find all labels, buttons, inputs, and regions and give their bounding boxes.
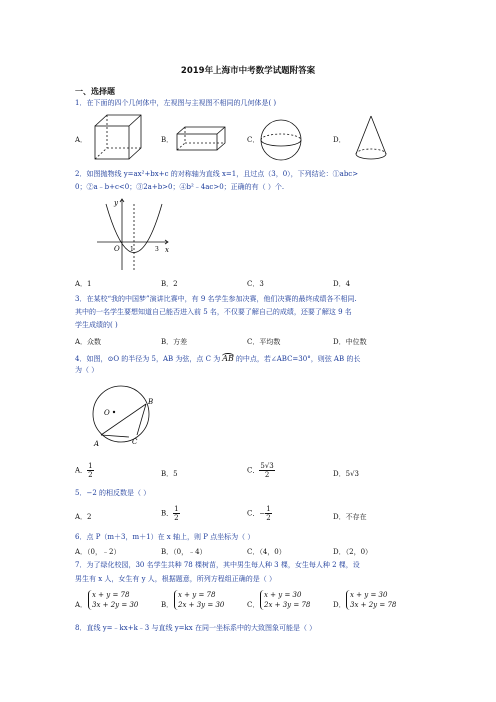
question-number: 7． (75, 561, 87, 569)
question-3 (75, 295, 357, 304)
option-label: A． (75, 466, 88, 475)
cone-figure (353, 114, 389, 162)
option-d: D．5√3 (333, 470, 359, 478)
option-a: A．众数 (75, 338, 102, 346)
option-b-label: B． (161, 601, 174, 609)
numerator: 1 (174, 505, 179, 513)
numerator: 1 (88, 462, 93, 470)
option-b: B．5 (161, 470, 178, 478)
option-c: C．（4，0） (247, 548, 286, 556)
question-text: 点 P（m＋3，m＋1）在 x 轴上，则 P 点坐标为（ ） (86, 533, 255, 541)
question-4-line-2: 为（ ） (75, 366, 99, 374)
option-c-label: C． (247, 136, 260, 144)
question-6 (75, 533, 254, 542)
question-text-part-1: 如图，⊙O 的半径为 5，AB 为弦，点 C 为 (86, 355, 221, 363)
option-c (247, 462, 275, 479)
x-axis-label: x (165, 246, 169, 254)
equation-2: 3x + 2y = 78 (350, 601, 397, 609)
option-label: C． (247, 466, 260, 475)
center-label-o: O (104, 409, 110, 417)
y-axis-label: y (114, 199, 118, 207)
cuboid-figure (175, 125, 227, 153)
denominator: 2 (88, 471, 93, 479)
question-number: 5． (75, 489, 87, 497)
question-3-line-3: 学生成绩的( ) (75, 321, 118, 329)
question-text: 为了绿化校园，30 名学生共种 78 棵树苗，其中男生每人种 3 棵，女生每人种 2 棵，设 (86, 561, 360, 569)
fraction (173, 505, 179, 522)
question-4 (75, 353, 360, 364)
question-text: 如图抛物线 y=ax²+bx+c 的对称轴为直线 x=1，且过点（3，0），下列结论：①abc> (86, 170, 359, 178)
option-b: B．方差 (161, 338, 188, 346)
point-label-a: A (94, 440, 100, 448)
equation-1: x + y = 30 (350, 591, 388, 599)
page-title: 2019年上海市中考数学试题附答案 (180, 66, 316, 76)
numerator: 1 (266, 505, 271, 513)
option-a: A．2 (75, 513, 92, 521)
question-text: 在下面的四个几何体中，左视图与主视图不相同的几何体是( ) (86, 99, 277, 107)
question-7 (75, 561, 360, 570)
option-d-label: D． (333, 136, 346, 144)
denominator: 2 (174, 514, 179, 522)
option-a: A．（0，﹣2） (75, 548, 121, 556)
question-8 (75, 624, 316, 633)
option-c-label: C． (247, 601, 260, 609)
option-a (75, 462, 94, 479)
option-d: D．不存在 (333, 513, 367, 521)
option-a-label: A． (75, 136, 88, 144)
option-a: A．1 (75, 280, 92, 288)
question-number: 8． (75, 624, 87, 632)
option-c (247, 505, 272, 522)
arc-notation: AB (222, 354, 234, 363)
equation-2: 2x + 3y = 78 (264, 601, 311, 609)
point-label-b: B (148, 398, 154, 406)
circle-figure (88, 382, 158, 448)
question-number: 4． (75, 355, 87, 363)
question-7-line-2: 男生有 x 人，女生有 y 人，根据题意，所列方程组正确的是（ ） (75, 575, 277, 583)
option-b-system (174, 590, 224, 610)
question-3-line-2: 其中的一名学生要想知道自己能否进入前 5 名，不仅要了解自己的成绩，还要了解这 9 名 (75, 308, 352, 316)
option-d-system (346, 590, 396, 610)
option-b (161, 505, 180, 522)
question-5 (75, 489, 150, 498)
section-heading: 一、选择题 (75, 87, 115, 96)
option-d-label: D． (333, 601, 346, 609)
question-number: 2． (75, 170, 87, 178)
equation-1: x + y = 78 (178, 591, 216, 599)
question-number: 6． (75, 533, 87, 541)
equation-1: x + y = 30 (264, 591, 302, 599)
equation-2: 3x + 2y = 30 (92, 601, 139, 609)
option-c-system (260, 590, 310, 610)
fraction (265, 505, 271, 522)
option-a-system (88, 590, 138, 610)
equation-1: x + y = 78 (92, 591, 130, 599)
question-1 (75, 99, 276, 108)
option-c: C．3 (247, 280, 264, 288)
numerator: 5√3 (260, 462, 274, 470)
option-b: B．2 (161, 280, 178, 288)
fraction (87, 462, 93, 479)
tick-label-3: 3 (155, 246, 159, 253)
cube-figure (92, 112, 144, 162)
origin-label: O (114, 245, 120, 253)
tick-label-1: 1 (130, 246, 134, 253)
question-text: −2 的相反数是（ ） (86, 489, 151, 497)
question-number: 3． (75, 295, 87, 303)
question-2-line-2: 0；②a﹣b+c<0；③2a+b>0；④b²﹣4ac>0；正确的有（ ）个. (75, 183, 285, 191)
point-label-c: C (132, 438, 138, 446)
question-text-part-2: 的中点，若∠ABC=30°，则弦 AB 的长 (235, 355, 361, 363)
denominator: 2 (264, 471, 270, 479)
question-number: 1． (75, 99, 87, 107)
option-d: D．中位数 (333, 338, 367, 346)
minus-sign: − (259, 509, 266, 518)
denominator: 2 (266, 514, 271, 522)
question-text: 在某校“我的中国梦”演讲比赛中，有 9 名学生参加决赛，他们决赛的最终成绩各不相同. (86, 295, 357, 303)
equation-2: 2x + 3y = 30 (178, 601, 225, 609)
question-2 (75, 170, 358, 179)
question-text: 直线 y=﹣kx+k﹣3 与直线 y=kx 在同一坐标系中的大致图象可能是（ ） (86, 624, 317, 632)
option-b: B．（0，﹣4） (161, 548, 207, 556)
option-d: D．（2，0） (333, 548, 373, 556)
sphere-figure (258, 118, 304, 162)
option-label: C． (247, 509, 260, 518)
option-b-label: B． (161, 136, 174, 144)
option-label: B． (161, 509, 174, 518)
option-d: D．4 (333, 280, 351, 288)
option-c: C．平均数 (247, 338, 281, 346)
option-a-label: A． (75, 601, 88, 609)
fraction (259, 462, 274, 479)
parabola-graph (92, 196, 172, 272)
